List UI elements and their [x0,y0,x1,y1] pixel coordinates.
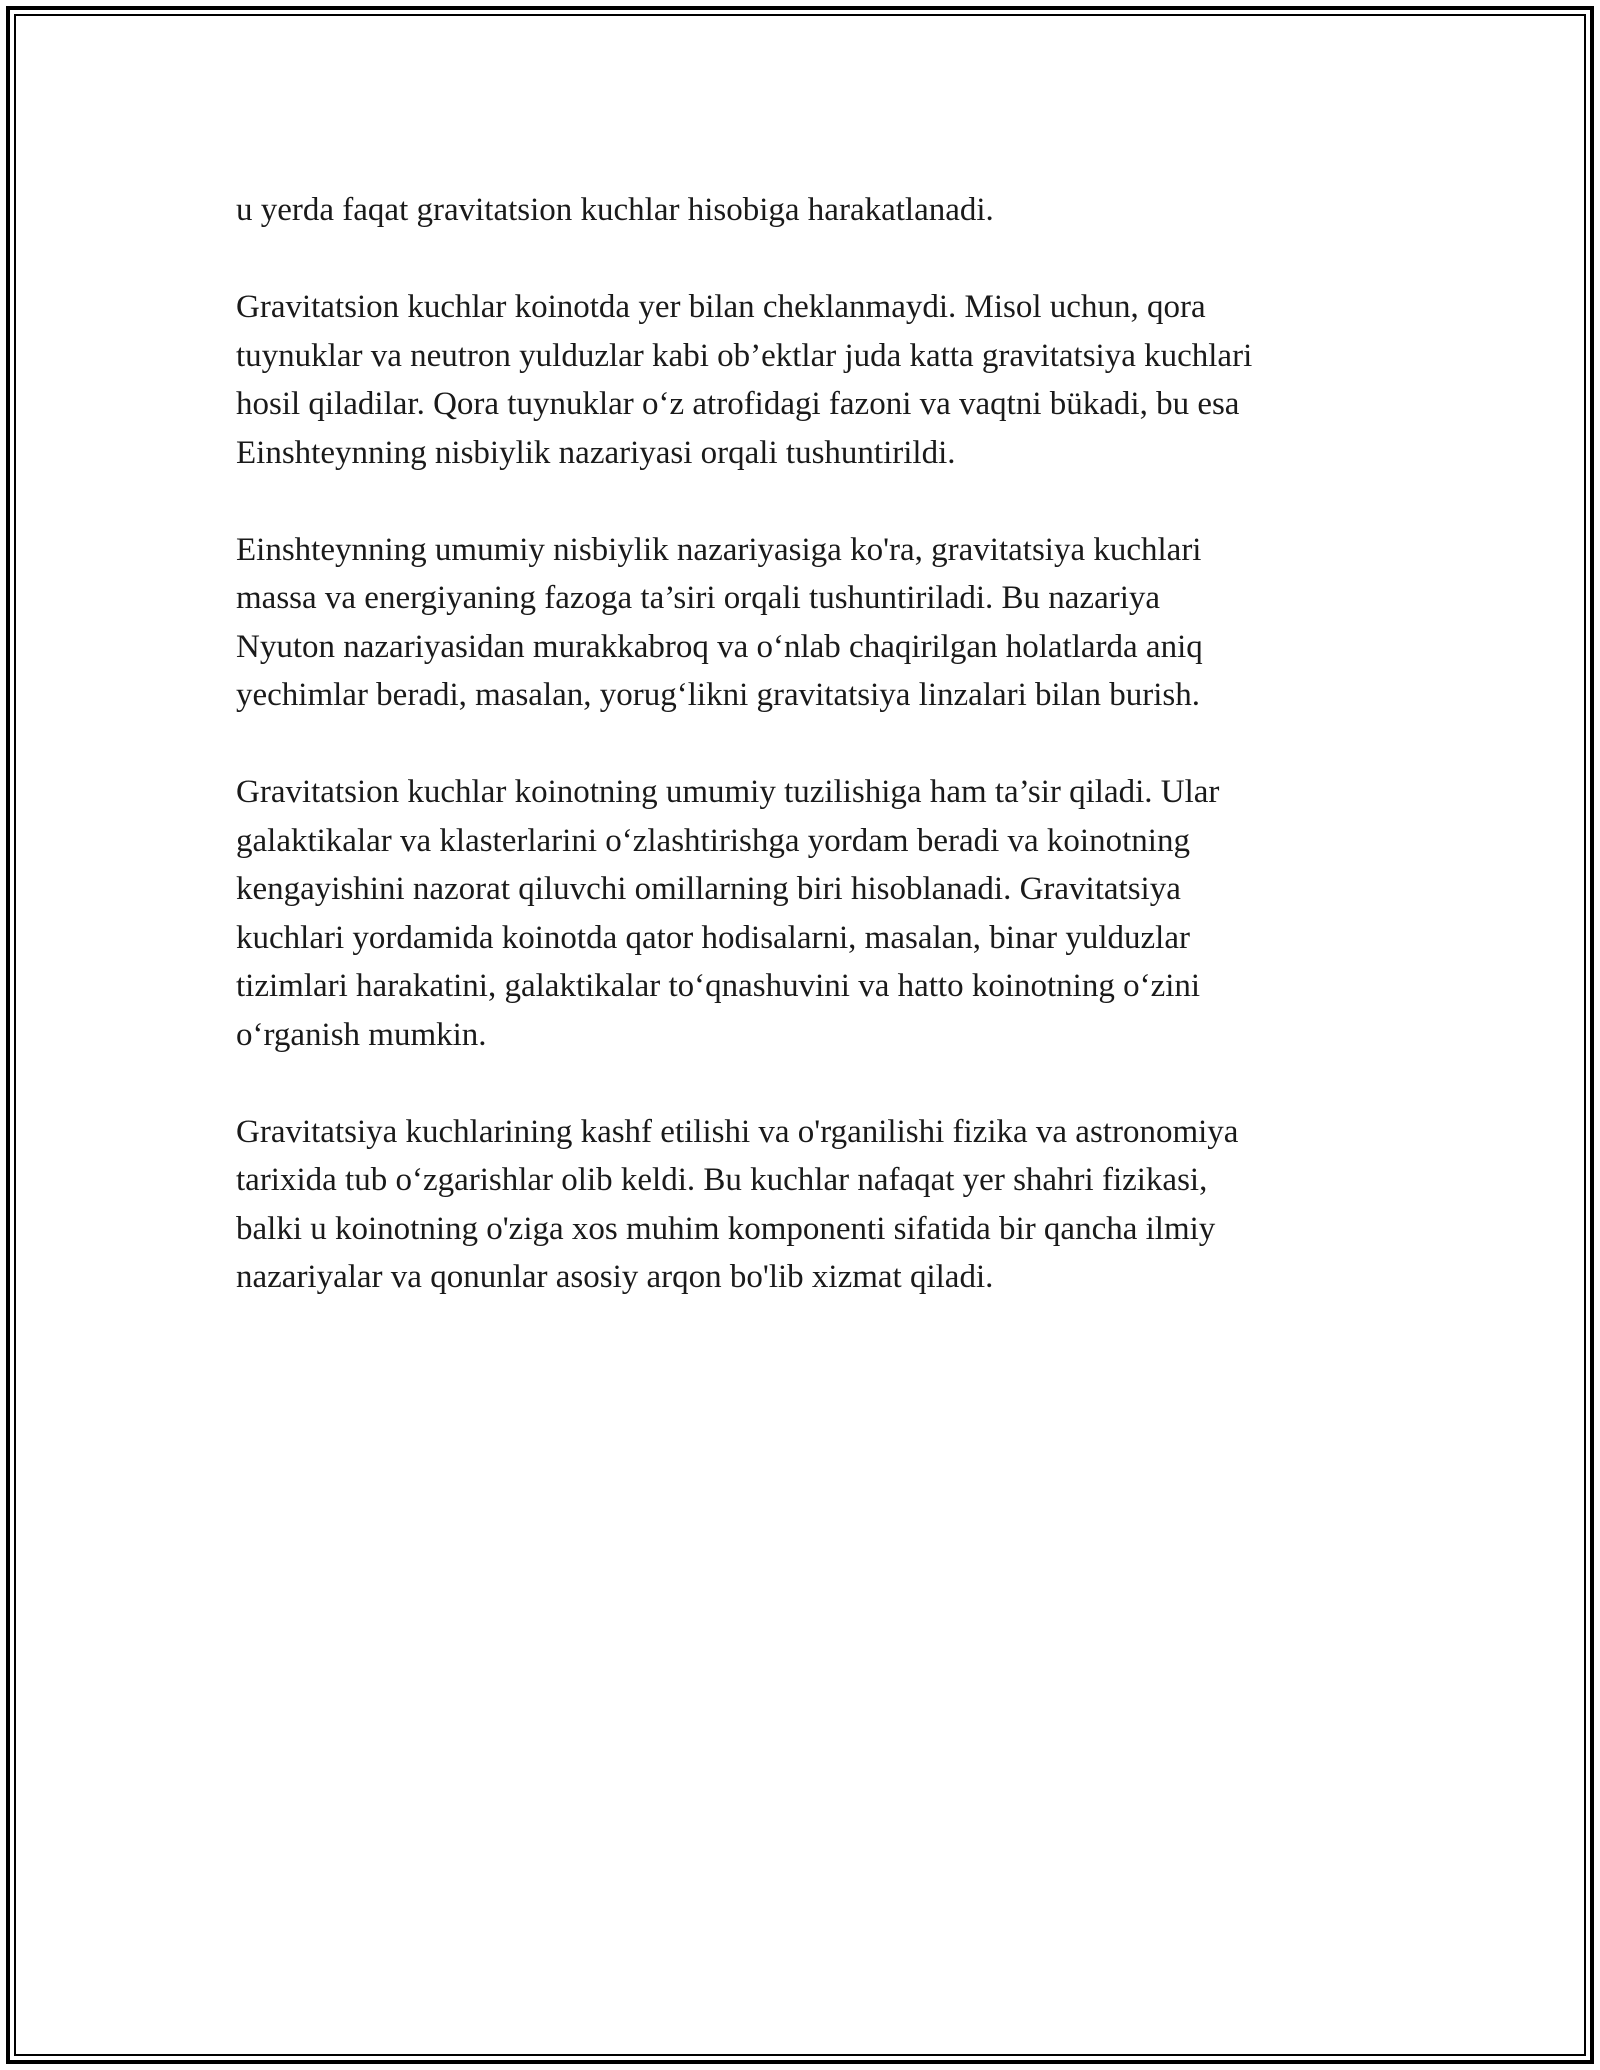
paragraph-3: Einshteynning umumiy nisbiylik nazariyasiga ko'ra, gravitatsiya kuchlari massa va energiyaning fazoga ta’siri orqali tushuntiriladi. Bu nazariya Nyuton nazariyasidan murakkabroq va o‘nlab chaqirilgan holatlarda aniq yechimlar beradi, masalan, yorug‘likni gravitatsiya linzalari bilan burish. [236,531,1203,713]
paragraph-1: u yerda faqat gravitatsion kuchlar hisobiga harakatlanadi. [236,192,994,228]
document-body [236,186,1376,1350]
paragraph-5: Gravitatsiya kuchlarining kashf etilishi va o'rganilishi fizika va astronomiya tarixida tub o‘zgarishlar olib keldi. Bu kuchlar nafaqat yer shahri fizikasi, balki u koinotning o'ziga xos muhim komponenti sifatida bir qancha ilmiy nazariyalar va qonunlar asosiy arqon bo'lib xizmat qiladi. [236,1113,1239,1295]
paragraph-4: Gravitatsion kuchlar koinotning umumiy tuzilishiga ham ta’sir qiladi. Ular galaktikalar va klasterlarini o‘zlashtirishga yordam beradi va koinotning kengayishini nazorat qiluvchi omillarning biri hisoblanadi. Gravitatsiya kuchlari yordamida koinotda qator hodisalarni, masalan, binar yulduzlar tizimlari harakatini, galaktikalar to‘qnashuvini va hatto koinotning o‘zini o‘rganish mumkin. [236,774,1220,1053]
paragraph-2: Gravitatsion kuchlar koinotda yer bilan cheklanmaydi. Misol uchun, qora tuynuklar va neutron yulduzlar kabi ob’ektlar juda katta gravitatsiya kuchlari hosil qiladilar. Qora tuynuklar o‘z atrofidagi fazoni va vaqtni bükadi, bu esa Einshteynning nisbiylik nazariyasi orqali tushuntirildi. [236,289,1253,471]
